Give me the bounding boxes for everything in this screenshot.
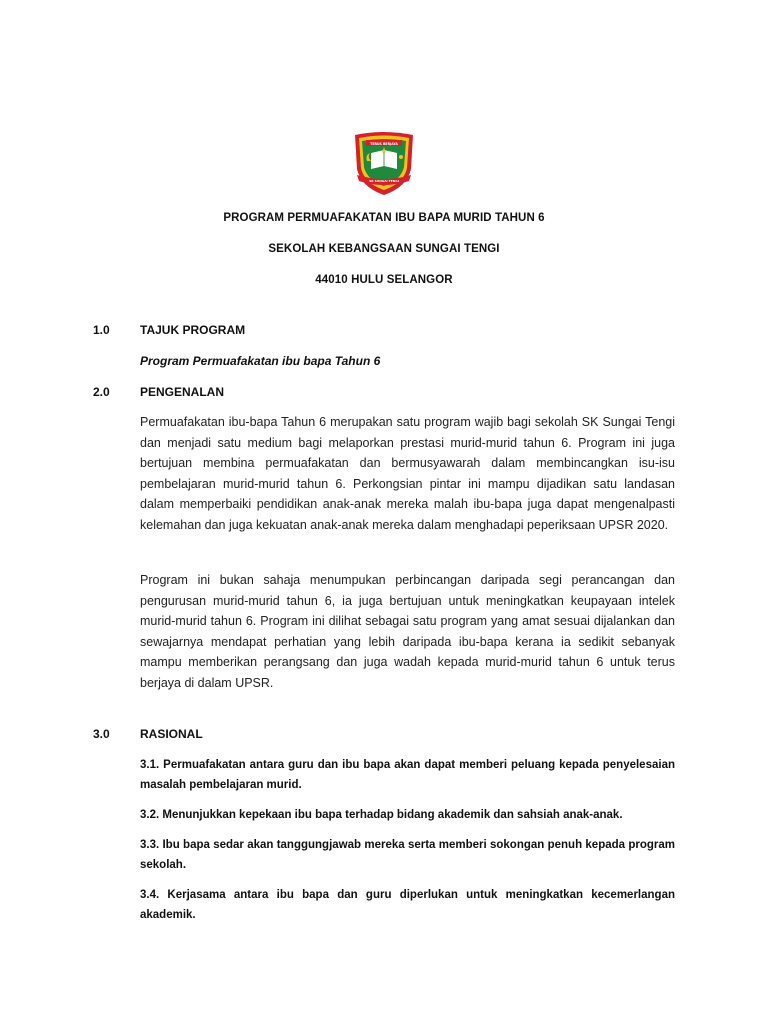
- rational-item-4: 3.4. Kerjasama antara ibu bapa dan guru diperlukan untuk meningkatkan kecemerlangan akademik.: [140, 889, 675, 921]
- section-1-title: TAJUK PROGRAM: [140, 323, 246, 337]
- section-1-number: 1.0: [93, 323, 110, 337]
- header-title: PROGRAM PERMUAFAKATAN IBU BAPA MURID TAHUN 6: [223, 212, 545, 224]
- crest-banner-text: TERUS BERJAYA: [370, 141, 398, 146]
- section-2-paragraph-2: Program ini bukan sahaja menumpukan perbincangan daripada segi perancangan dan pengurusan murid-murid tahun 6, ia juga bertujuan untuk meningkatkan keupayaan intelek murid-murid tahun 6. Program ini dilihat sebagai satu program yang amat sesuai dijalankan dan sewajarnya mendapat perhatian yang lebih daripada ibu-bapa kerana ia sedikit sebanyak mampu memberikan perangsang dan juga wadah kepada murid-murid tahun 6 untuk terus berjaya di dalam UPSR.: [140, 573, 675, 690]
- section-2-title: PENGENALAN: [140, 385, 225, 399]
- header-school-name: SEKOLAH KEBANGSAAN SUNGAI TENGI: [268, 243, 500, 255]
- rational-item-1: 3.1. Permuafakatan antara guru dan ibu bapa akan dapat memberi peluang kepada penyelesaian masalah pembelajaran murid.: [140, 759, 675, 791]
- section-3-title: RASIONAL: [140, 727, 203, 741]
- school-crest-logo: [349, 131, 419, 197]
- section-1-body: Program Permuafakatan ibu bapa Tahun 6: [140, 354, 381, 368]
- header-address: 44010 HULU SELANGOR: [315, 274, 453, 286]
- section-2-paragraph-1: Permuafakatan ibu-bapa Tahun 6 merupakan satu program wajib bagi sekolah SK Sungai Tengi dan menjadi satu medium bagi melaporkan prestasi murid-murid tahun 6. Program ini juga bertujuan membina permuafakatan dan bermusyawarah dalam membincangkan isu-isu pembelajaran murid-murid tahun 6. Perkongsian pintar ini mampu dijadikan satu landasan dalam memperbaiki pendidikan anak-anak mereka malah ibu-bapa juga dapat mengenalpasti kelemahan dan juga kekuatan anak-anak mereka dalam menghadapi peperiksaan UPSR 2020.: [140, 415, 675, 532]
- section-2-number: 2.0: [93, 385, 110, 399]
- rational-item-2: 3.2. Menunjukkan kepekaan ibu bapa terhadap bidang akademik dan sahsiah anak-anak.: [140, 809, 623, 821]
- crest-scroll-text: SK SUNGAI TENGI: [369, 179, 399, 183]
- rational-item-3: 3.3. Ibu bapa sedar akan tanggungjawab mereka serta memberi sokongan penuh kepada program sekolah.: [140, 839, 675, 871]
- section-3-number: 3.0: [93, 727, 110, 741]
